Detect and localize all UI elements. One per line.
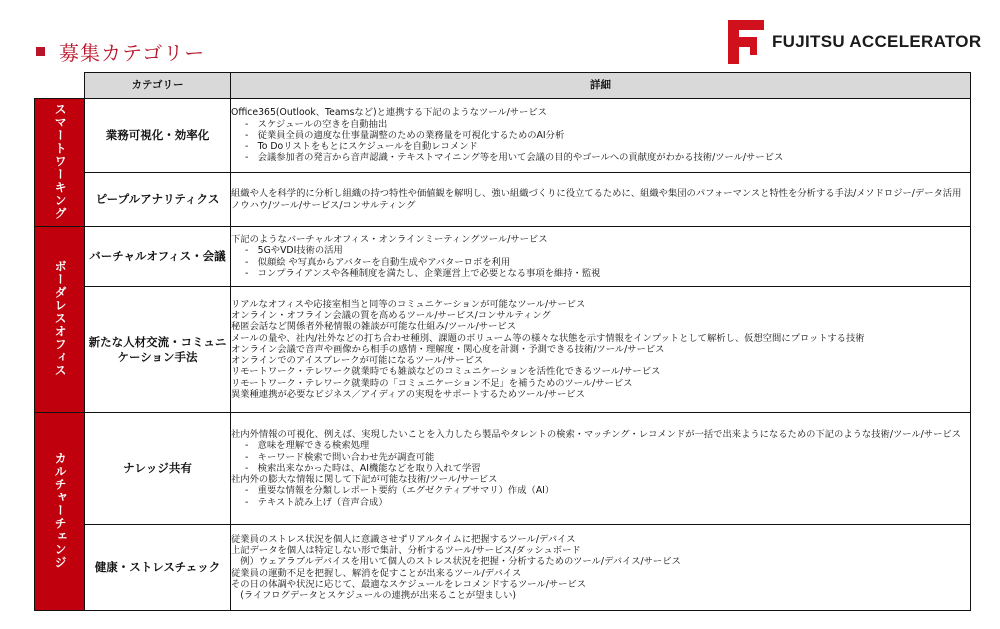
fujitsu-accelerator-logo [728,20,981,64]
detail-line: 社内外の膨大な情報に関して下記が可能な技術/ツール/サービス [231,474,498,486]
category-name: ナレッジ共有 [85,413,231,525]
logo-text: FUJITSU ACCELERATOR [772,32,982,51]
detail-cell [231,173,971,227]
detail-line: 従業員の運動不足を把握し、解消を促すことが出来るツール/デバイス [231,567,522,579]
detail-line: - 似顔絵 や写真からアバターを自動生成やアバターロボを利用 [245,256,511,268]
detail-line: - コンプライアンスや各種制度を満たし、企業運営上で必要となる事項を維持・監視 [245,267,601,279]
detail-line: オンライン・オフライン会議の質を高めるツール/サービス/コンサルティング [231,310,551,322]
category-name: 新たな人材交流・コミュニケーション手法 [85,287,231,413]
detail-line: - 検索出来なかった時は、AI機能などを取り入れて学習 [245,462,481,474]
detail-line: - 重要な情報を分類しレポート要約（エグゼクティブサマリ）作成（AI） [245,485,555,497]
detail-line: 例）ウェアラブルデバイスを用いて個人のストレス状況を把握・分析するためのツール/デバイス/サービス [231,556,681,568]
table-row [35,525,971,611]
detail-cell [231,287,971,413]
table-row [35,287,971,413]
table-row [35,99,971,173]
group-borderless-office [35,227,85,413]
group-smart-working [35,99,85,227]
detail-line: Office365(Outlook、Teamsなど)と連携する下記のようなツール/サービス [231,107,547,119]
detail-line: オンラインでのアイスブレークが可能になるツール/サービス [231,355,484,367]
detail-line: 秘匿会話など関係者外秘情報の雑談が可能な仕組み/ツール/サービス [231,321,516,333]
detail-line: メールの量や、社内/社外などの打ち合わせ種別、課題のボリューム等の様々な状態を示す情報をインプットとして解析し、仮想空間にプロットする技術 [231,332,865,344]
category-name: バーチャルオフィス・会議 [85,227,231,287]
title-bullet-icon [36,47,45,56]
detail-line: - 会議参加者の発言から音声認識・テキストマイニング等を用いて会議の目的やゴールへの貢献度がわかる技術/ツール/サービス [245,152,784,164]
group-culture-change [35,413,85,611]
detail-line: リアルなオフィスや応接室相当と同等のコミュニケーションが可能なツール/サービス [231,299,586,311]
table-row [35,413,971,525]
table-row [35,173,971,227]
detail-cell [231,99,971,173]
group-label: カルチャーチェンジ [53,451,68,569]
header-detail: 詳細 [231,73,971,99]
detail-line: - テキスト読み上げ（音声合成） [245,496,388,508]
detail-line: オンライン会議で音声や画像から相手の感情・理解度・関心度を計測・予測できる技術/ツール/サービス [231,343,665,355]
detail-line: 組織や人を科学的に分析し組織の持つ特性や価値観を解明し、強い組織づくりに役立てるために、組織や集団のパフォーマンスと特性を分析する手法/メソドロジー/データ活用ノウハウ/ツール/サービス/コンサルティング [231,188,962,211]
page-title [36,36,205,66]
detail-cell [231,227,971,287]
detail-line: - 意味を理解できる検索処理 [245,440,370,452]
fujitsu-f-icon [728,20,764,64]
detail-line: - 5GやVDI技術の活用 [245,245,343,257]
header-blank-cell [35,73,85,99]
detail-line: - 従業員全員の適度な仕事量調整のための業務量を可視化するためのAI分析 [245,129,565,141]
detail-line: 社内外情報の可視化、例えば、実現したいことを入力したら製品やタレントの検索・マッチング・レコメンドが一括で出来ようになるための下記のような技術/ツール/サービス [231,429,961,441]
detail-line: その日の体調や状況に応じて、最適なスケジュールをレコメンドするツール/サービス [231,578,587,590]
group-label: スマートワーキング [53,102,68,220]
category-table [34,72,971,611]
detail-line: 上記データを個人は特定しない形で集計、分析するツール/サービス/ダッシュボード [231,545,581,557]
table-header-row [35,73,971,99]
group-label: ボーダレスオフィス [53,259,68,377]
table-row [35,227,971,287]
detail-line: - スケジュールの空きを自動抽出 [245,118,388,130]
detail-line: - To Doリストをもとにスケジュールを自動レコメンド [245,141,478,153]
detail-cell [231,413,971,525]
category-name: 健康・ストレスチェック [85,525,231,611]
detail-line: リモートワーク・テレワーク就業時の「コミュニケーション不足」を補うためのツール/サービス [231,377,633,389]
detail-line: 従業員のストレス状況を個人に意識させずリアルタイムに把握するツール/デバイス [231,533,576,545]
category-name: 業務可視化・効率化 [85,99,231,173]
detail-line: 下記のようなバーチャルオフィス・オンラインミーティングツール/サービス [231,234,548,246]
header-category: カテゴリー [85,73,231,99]
page-title-text: 募集カテゴリー [59,40,206,65]
detail-line: 異業種連携が必要なビジネス／アイディアの実現をサポートするためツール/サービス [231,388,585,400]
detail-cell [231,525,971,611]
category-name: ピープルアナリティクス [85,173,231,227]
detail-line: (ライフログデータとスケジュールの連携が出来ることが望ましい) [231,589,517,601]
detail-line: - キーワード検索で問い合わせ先が調査可能 [245,451,435,463]
detail-line: リモートワーク・テレワーク就業時でも雑談などのコミュニケーションを活性化できるツール/サービス [231,366,661,378]
